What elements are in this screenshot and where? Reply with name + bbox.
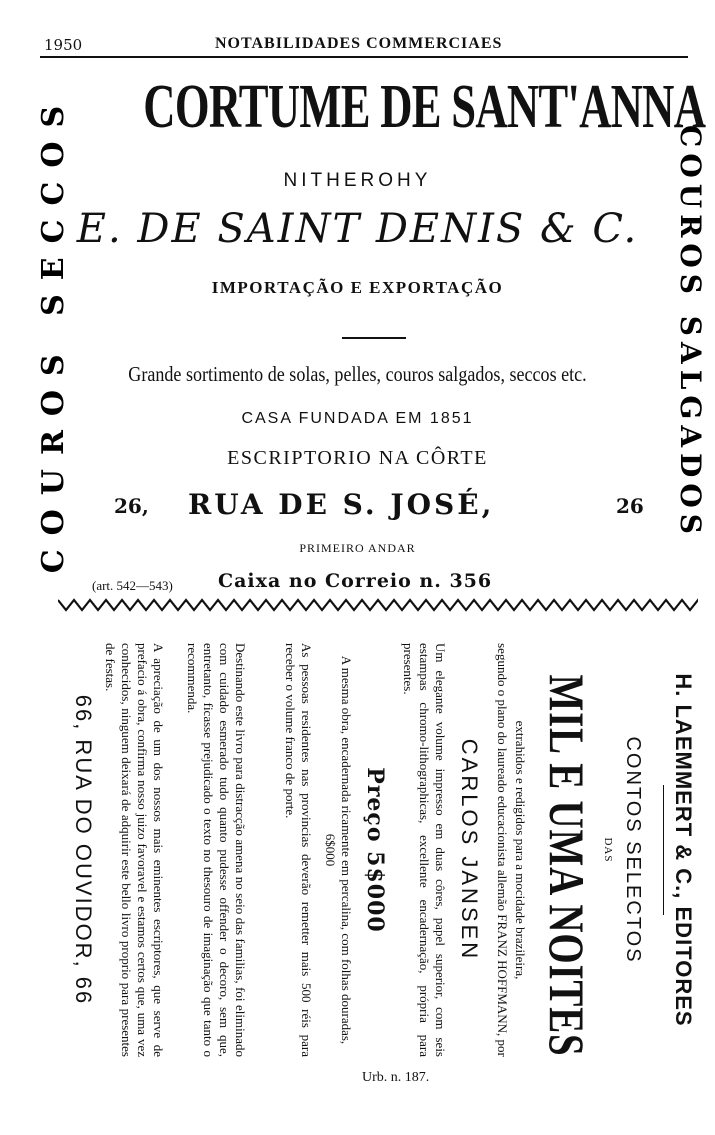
ad-founded: CASA FUNDADA EM 1851 bbox=[241, 410, 474, 427]
note-purpose: Destinando este livro para distracção amena no seio das familias, foi eliminado com cuidado esmerado tudo quanto pudesse offender o decoro, sem que, entretanto, ficasse prejudicado o texto no thesouro de imaginação que tanto o recommenda. bbox=[185, 643, 248, 1057]
book-title: MIL E UMA NOITES bbox=[539, 674, 595, 1057]
publisher-name: H. LAEMMERT & C., EDITORES bbox=[671, 673, 696, 1027]
header-rule bbox=[40, 56, 688, 58]
note-shipping: As pessoas residentes nas provincias deverão remetter mais 500 réis para receber o volume franco de porte. bbox=[283, 643, 314, 1057]
wavy-border bbox=[58, 596, 698, 614]
address-number-left: 26, bbox=[114, 494, 149, 518]
book-prefix: CONTOS SELECTOS bbox=[622, 736, 644, 964]
ad-title: CORTUME DE SANT'ANNA bbox=[143, 73, 706, 141]
page-number: 1950 bbox=[44, 36, 83, 54]
ad-floor: PRIMEIRO ANDAR bbox=[299, 541, 416, 555]
publisher-address: 66, RUA DO OUVIDOR, 66 bbox=[71, 694, 96, 1006]
ad-trade: IMPORTAÇÃO E EXPORTAÇÃO bbox=[211, 278, 504, 297]
side-band-left-text: COUROS SECCOS bbox=[36, 91, 72, 574]
ad-reference: (art. 542—543) bbox=[92, 578, 173, 593]
ad-goods: Grande sortimento de solas, pelles, couros salgados, seccos etc. bbox=[128, 362, 587, 386]
book-advertisement bbox=[60, 620, 700, 1080]
book-das: DAS bbox=[602, 837, 614, 863]
side-band-left bbox=[30, 70, 78, 595]
footer-reference: Urb. n. 187. bbox=[362, 1070, 430, 1085]
side-band-right bbox=[668, 62, 712, 602]
ad-firm-name: E. DE SAINT DENIS & C. bbox=[76, 206, 639, 252]
price-note: A mesma obra, encadernada ricamente em percalina, com folhas douradas, 6$000 bbox=[323, 655, 354, 1045]
address-street: RUA DE S. JOSÉ, bbox=[188, 488, 495, 521]
price-label: Preço 5$000 bbox=[362, 767, 388, 933]
side-band-right-text: COUROS SALGADOS bbox=[673, 124, 707, 540]
book-author: CARLOS JANSEN bbox=[457, 738, 482, 962]
book-subtitle-2: segundo o plano do laureado educacionista allemão FRANZ HOFFMANN, por bbox=[495, 643, 510, 1057]
publisher-rule bbox=[663, 785, 664, 915]
ad-city: NITHEROHY bbox=[283, 170, 432, 191]
postal-box: Caixa no Correio n. 356 bbox=[218, 570, 493, 592]
book-description: Um elegante volume impresso em duas côres, papel superior, com seis estampas chromo-lithographicas, excellente encadernação, própria para presentes. bbox=[401, 643, 448, 1057]
address-number-right: 26 bbox=[616, 494, 644, 518]
book-subtitle-1: extrahidos e redigidos para a mocidade brazileira, bbox=[513, 720, 528, 980]
ad-office: ESCRIPTORIO NA CÔRTE bbox=[227, 447, 488, 469]
note-praise: A apreciação de um dos nossos mais eminentes escriptores, que serve de prefacio á obra, confirma nosso juizo favoravel e estamos certos que, uma vez conhecidos, ninguem deixará de adquirir este bello livro proprio para presentes de festas. bbox=[103, 643, 166, 1057]
running-title: NOTABILIDADES COMMERCIAES bbox=[215, 35, 503, 52]
ad-divider bbox=[342, 337, 406, 339]
